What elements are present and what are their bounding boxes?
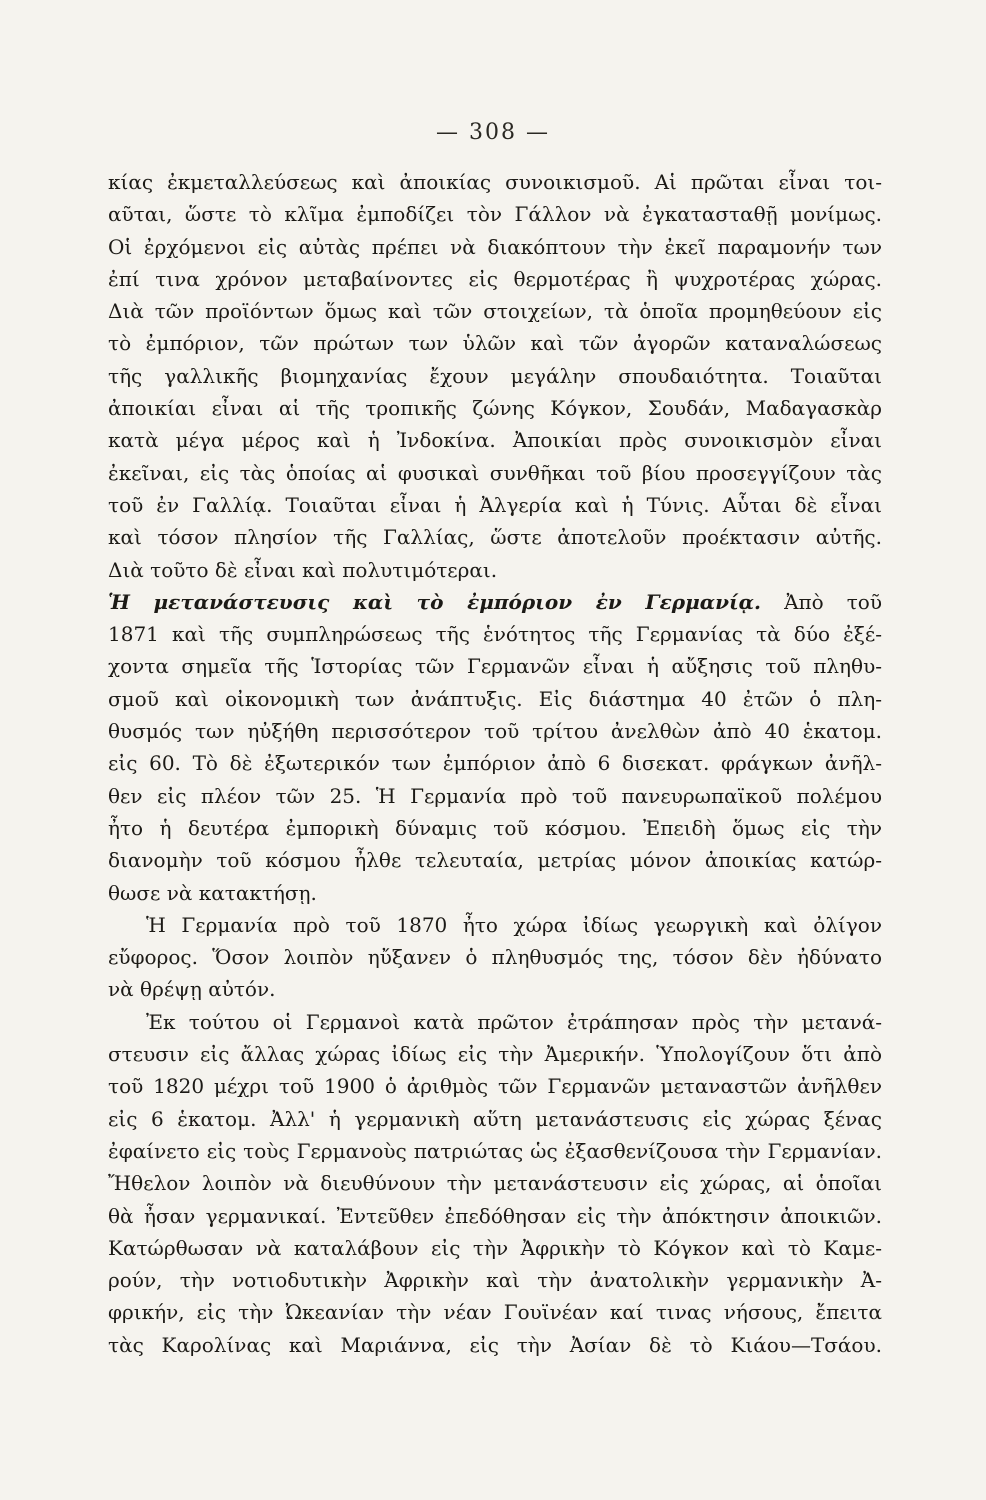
heading-line xyxy=(108,586,882,618)
text-line: τοῦ ἐν Γαλλίᾳ. Τοιαῦται εἶναι ἡ Ἀλγερία καὶ ἡ Τύνις. Αὗται δὲ εἶναι xyxy=(108,492,882,517)
text-line: θεν εἰς πλέον τῶν 25. Ἡ Γερμανία πρὸ τοῦ πανευρωπαϊκοῦ πολέμου xyxy=(108,783,882,808)
text-line: σμοῦ καὶ οἰκονομικὴ των ἀνάπτυξις. Εἰς διάστημα 40 ἐτῶν ὁ πλη- xyxy=(108,686,882,711)
text-line: αῦται, ὥστε τὸ κλῖμα ἐμποδίζει τὸν Γάλλον νὰ ἐγκατασταθῇ μονίμως. xyxy=(108,202,882,227)
text-line: θυσμός των ηὐξήθη περισσότερον τοῦ τρίτου ἀνελθὼν ἀπὸ 40 ἑκατομ. xyxy=(108,719,882,744)
paragraph-germany-emigration xyxy=(108,586,882,909)
section-heading: Ἡ μετανάστευσις καὶ τὸ ἐμπόριον ἐν Γερμανίᾳ. xyxy=(108,589,762,614)
text-line: ἐφαίνετο εἰς τοὺς Γερμανοὺς πατριώτας ὡς ἐξασθενίζουσα τὴν Γερμανίαν. xyxy=(108,1138,882,1163)
text-line: ρούν, τὴν νοτιοδυτικὴν Ἀφρικὴν καὶ τὴν ἀνατολικὴν γερμανικὴν Ἀ- xyxy=(108,1268,882,1293)
text-line: κατὰ μέγα μέρος καὶ ἡ Ἰνδοκίνα. Ἀποικίαι πρὸς συνοικισμὸν εἶναι xyxy=(108,428,882,453)
text-line: ἐπί τινα χρόνον μεταβαίνοντες εἰς θερμοτέρας ἢ ψυχροτέρας χώρας. xyxy=(108,266,882,291)
paragraph-agriculture xyxy=(108,909,882,1006)
text-line: τῆς γαλλικῆς βιομηχανίας ἔχουν μεγάλην σπουδαιότητα. Τοιαῦται xyxy=(108,363,882,388)
text-line: κίας ἐκμεταλλεύσεως καὶ ἀποικίας συνοικισμοῦ. Αἱ πρῶται εἶναι τοι- xyxy=(108,170,882,194)
text-line: νὰ θρέψῃ αὐτόν. xyxy=(108,977,276,1002)
text-line: Διὰ τῶν προϊόντων ὅμως καὶ τῶν στοιχείων, τὰ ὁποῖα προμηθεύουν εἰς xyxy=(108,299,882,324)
text-line: εἰς 6 ἑκατομ. Ἀλλ' ἡ γερμανικὴ αὕτη μετανάστευσις εἰς χώρας ξένας xyxy=(108,1106,882,1131)
text-line: τοῦ 1820 μέχρι τοῦ 1900 ὁ ἀριθμὸς τῶν Γερμανῶν μεταναστῶν ἀνῆλθεν xyxy=(108,1074,882,1099)
text-line: ἐκεῖναι, εἰς τὰς ὁποίας αἱ φυσικαὶ συνθῆκαι τοῦ βίου προσεγγίζουν τὰς xyxy=(108,460,882,485)
paragraph-colonies xyxy=(108,166,882,586)
text-line: 1871 καὶ τῆς συμπληρώσεως τῆς ἑνότητος τῆς Γερμανίας τὰ δύο ἐξέ- xyxy=(108,622,882,647)
text-line: στευσιν εἰς ἄλλας χώρας ἰδίως εἰς τὴν Ἀμερικήν. Ὑπολογίζουν ὅτι ἀπὸ xyxy=(108,1042,882,1067)
text-line: εὔφορος. Ὅσον λοιπὸν ηὔξανεν ὁ πληθυσμός της, τόσον δὲν ἠδύνατο xyxy=(108,945,882,970)
text-line: Οἱ ἐρχόμενοι εἰς αὐτὰς πρέπει νὰ διακόπτουν τὴν ἐκεῖ παραμονήν των xyxy=(108,234,882,259)
text-line: θωσε νὰ κατακτήσῃ. xyxy=(108,880,317,905)
text-line: διανομὴν τοῦ κόσμου ἦλθε τελευταία, μετρίας μόνον ἀποικίας κατώρ- xyxy=(108,848,882,873)
heading-continuation: Ἀπὸ τοῦ xyxy=(761,589,883,614)
text-line: φρικήν, εἰς τὴν Ὠκεανίαν τὴν νέαν Γουϊνέαν καί τινας νήσους, ἔπειτα xyxy=(108,1300,882,1325)
body-text xyxy=(108,166,882,1361)
text-line: Ἐκ τούτου οἱ Γερμανοὶ κατὰ πρῶτον ἐτράπησαν πρὸς τὴν μετανά- xyxy=(146,1009,882,1034)
page-number: — 308 — xyxy=(436,120,550,145)
text-line: εἰς 60. Τὸ δὲ ἐξωτερικόν των ἐμπόριον ἀπὸ 6 δισεκατ. φράγκων ἀνῆλ- xyxy=(108,751,882,776)
text-line: τὰς Καρολίνας καὶ Μαριάννα, εἰς τὴν Ἀσίαν δὲ τὸ Κιάου—Τσάου. xyxy=(108,1332,882,1357)
text-line: χοντα σημεῖα τῆς Ἱστορίας τῶν Γερμανῶν εἶναι ἡ αὔξησις τοῦ πληθυ- xyxy=(108,654,882,679)
text-line: Κατώρθωσαν νὰ καταλάβουν εἰς τὴν Ἀφρικὴν τὸ Κόγκον καὶ τὸ Καμε- xyxy=(108,1235,882,1260)
paragraph-colonial-acquisition xyxy=(108,1006,882,1361)
text-line: Διὰ τοῦτο δὲ εἶναι καὶ πολυτιμότεραι. xyxy=(108,557,498,582)
text-line: θὰ ἦσαν γερμανικαί. Ἐντεῦθεν ἐπεδόθησαν εἰς τὴν ἀπόκτησιν ἀποικιῶν. xyxy=(108,1203,882,1228)
text-line: Ἤθελον λοιπὸν νὰ διευθύνουν τὴν μετανάστευσιν εἰς χώρας, αἱ ὁποῖαι xyxy=(108,1171,882,1196)
text-line: ἦτο ἡ δευτέρα ἐμπορικὴ δύναμις τοῦ κόσμου. Ἐπειδὴ ὅμως εἰς τὴν xyxy=(108,815,882,840)
text-line: καὶ τόσον πλησίον τῆς Γαλλίας, ὥστε ἀποτελοῦν προέκτασιν αὐτῆς. xyxy=(108,525,882,550)
text-line: Ἡ Γερμανία πρὸ τοῦ 1870 ἦτο χώρα ἰδίως γεωργικὴ καὶ ὀλίγον xyxy=(146,912,882,937)
text-line: τὸ ἐμπόριον, τῶν πρώτων των ὑλῶν καὶ τῶν ἀγορῶν καταναλώσεως xyxy=(108,331,882,356)
text-line: ἀποικίαι εἶναι αἱ τῆς τροπικῆς ζώνης Κόγκον, Σουδάν, Μαδαγασκὰρ xyxy=(108,396,882,421)
